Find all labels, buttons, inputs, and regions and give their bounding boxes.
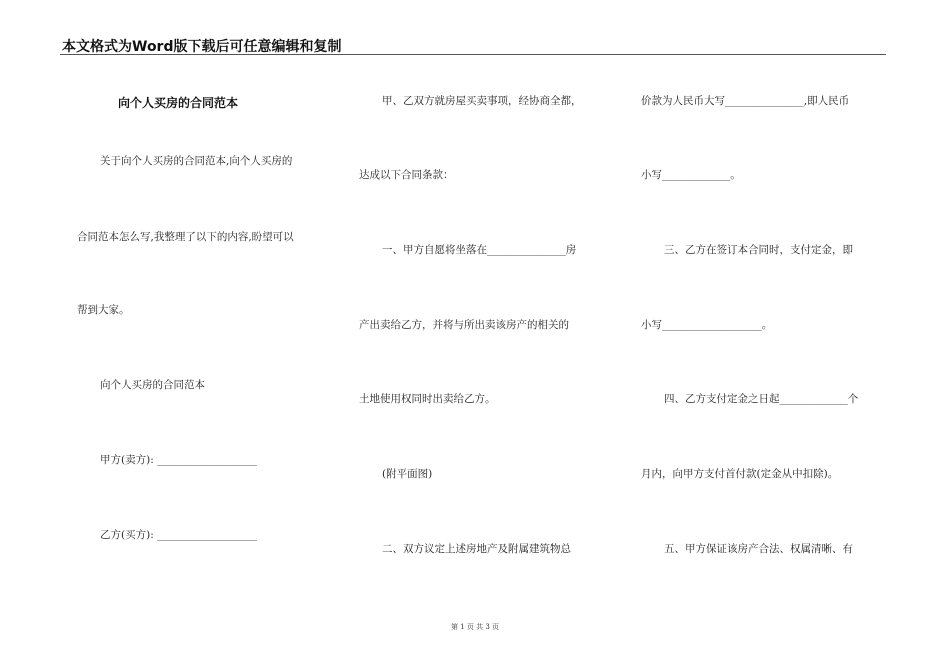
col2-line-4: 产出卖给乙方，并将与所出卖该房产的相关的	[359, 319, 569, 331]
col1-line-2: 合同范本怎么写,我整理了以下的内容,盼望可以	[77, 231, 294, 243]
col1-line-4: 向个人买房的合同范本	[100, 379, 205, 391]
page-indicator: 第 1 页 共 3 页	[450, 623, 500, 631]
col3-line-1: 价款为人民币大写_______________,即人民币	[641, 95, 850, 107]
col3-line-4: 小写___________________。	[641, 319, 773, 331]
col2-line-3: 一、甲方自愿将坐落在_______________房	[382, 244, 577, 256]
col1-line-3: 帮到大家。	[77, 304, 130, 316]
col3-line-6: 月内，向甲方支付首付款(定金从中扣除)。	[641, 468, 839, 480]
col2-line-5: 土地使用权同时出卖给乙方。	[359, 393, 496, 405]
col2-line-1: 甲、乙双方就房屋买卖事项，经协商全都，	[382, 95, 582, 107]
header-divider	[60, 54, 886, 55]
col2-line-6: (附平面图)	[382, 468, 433, 480]
col3-line-7: 五、甲方保证该房产合法、权属清晰、有	[664, 543, 853, 555]
document-header-title: 本文格式为Word版下载后可任意编辑和复制	[62, 39, 342, 55]
col2-line-7: 二、双方议定上述房地产及附属建筑物总	[382, 543, 571, 555]
col1-line-6: 乙方(买方): ___________________	[100, 529, 257, 541]
col1-line-1: 关于向个人买房的合同范本,向个人买房的	[100, 155, 293, 167]
col3-line-5: 四、乙方支付定金之日起_____________个	[664, 393, 859, 405]
col3-line-2: 小写_____________。	[641, 169, 741, 181]
document-title: 向个人买房的合同范本	[118, 96, 239, 110]
col1-line-5: 甲方(卖方): ___________________	[100, 454, 257, 466]
col2-line-2: 达成以下合同条款：	[359, 169, 454, 181]
col3-line-3: 三、乙方在签订本合同时，支付定金，即	[664, 244, 853, 256]
